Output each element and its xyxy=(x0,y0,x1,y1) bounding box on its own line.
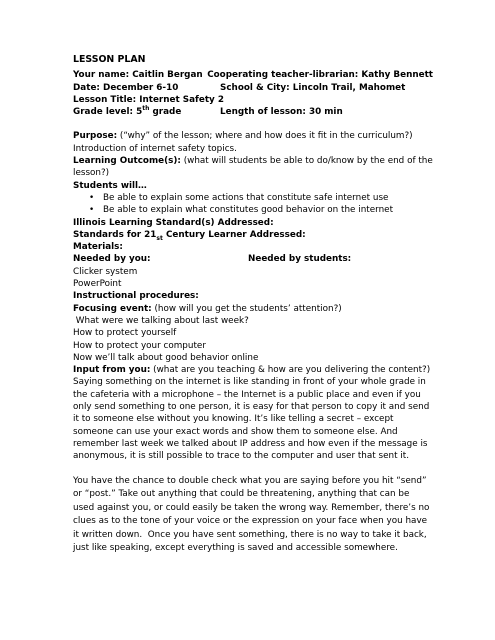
paragraph-line: just like speaking, except everything is saved and accessible somewhere. xyxy=(73,543,398,554)
outcome-item: • Be able to explain what constitutes good behavior on the internet xyxy=(103,204,433,216)
lesson-title-label: Lesson Title: xyxy=(73,94,137,105)
outcomes-prompt-cont: lesson?) xyxy=(73,168,110,179)
school-label: School & City: xyxy=(220,82,290,93)
input-line xyxy=(73,364,433,376)
date-label: Date: xyxy=(73,82,100,93)
aasl-suffix: Century Learner Addressed: xyxy=(162,229,306,240)
needed-by-students: Needed by students: xyxy=(248,254,352,265)
illinois-standards: Illinois Learning Standard(s) Addressed: xyxy=(73,217,274,228)
material-item: Clicker system xyxy=(73,266,138,277)
outcomes-line xyxy=(73,155,433,167)
paragraph-line: You have the chance to double check what you are saying before you hit “send” xyxy=(73,475,427,486)
purpose-text: Introduction of internet safety topics. xyxy=(73,143,237,154)
paragraph-line: someone can use your exact words and show them to someone else. And xyxy=(73,426,398,437)
aasl-prefix: Standards for 21 xyxy=(73,229,157,240)
paragraph-line: anonymous, it is still possible to trace to the computer and user that sent it. xyxy=(73,451,410,462)
focusing-item: How to protect yourself xyxy=(73,328,177,339)
purpose-prompt: (“why” of the lesson; where and how does it fit in the curriculum?) xyxy=(119,131,413,142)
outcomes-label: Learning Outcome(s): xyxy=(73,156,181,167)
header-row-1 xyxy=(73,69,433,81)
input-prompt: (what are you teaching & how are you delivering the content?) xyxy=(153,365,431,376)
grade-number: 5 xyxy=(136,107,143,118)
school-value: Lincoln Trail, Mahomet xyxy=(292,82,406,93)
length-label: Length of lesson: xyxy=(220,107,306,118)
focusing-label: Focusing event: xyxy=(73,303,152,314)
paragraph-line: clues as to the tone of your voice or the expression on your face when you have xyxy=(73,516,428,527)
paragraph-line: it written down. Once you have sent something, there is no way to take it back, xyxy=(73,529,427,540)
paragraph-line: remember last week we talked about IP address and how even if the message is xyxy=(73,438,428,449)
grade-cell xyxy=(73,106,220,118)
grade-ordinal: th xyxy=(142,105,150,113)
date-cell xyxy=(73,82,220,94)
paragraph-line: only send something to one person, it is easy for that person to copy it and send xyxy=(73,402,430,413)
date-value: December 6-10 xyxy=(103,82,179,93)
outcomes-prompt: (what will students be able to do/know by the end of the xyxy=(183,156,433,167)
name-cell xyxy=(73,69,207,81)
paragraph-line: the cafeteria with a microphone – the Internet is a public place and even if you xyxy=(73,389,421,400)
outcome-item: • Be able to explain some actions that constitute safe internet use xyxy=(103,192,433,204)
second-paragraph xyxy=(73,475,433,557)
focusing-prompt: (how will you get the students’ attention?) xyxy=(154,303,342,314)
header-row-3 xyxy=(73,94,433,106)
procedures-label: Instructional procedures: xyxy=(73,291,199,302)
lesson-title-value: Internet Safety 2 xyxy=(139,94,224,105)
materials-label: Materials: xyxy=(73,242,123,253)
length-cell xyxy=(220,106,343,118)
aasl-standards xyxy=(73,229,433,241)
header-row-4 xyxy=(73,106,433,118)
focusing-item: What were we talking about last week? xyxy=(73,315,249,326)
school-cell xyxy=(220,82,405,94)
purpose-line xyxy=(73,130,433,142)
students-will: Students will… xyxy=(73,180,147,191)
focusing-line xyxy=(73,303,433,315)
header-row-2 xyxy=(73,82,433,94)
name-label: Your name: xyxy=(73,70,130,81)
name-value: Caitlin Bergan xyxy=(132,70,203,81)
focusing-item: Now we’ll talk about good behavior online xyxy=(73,352,259,363)
purpose-label: Purpose: xyxy=(73,131,118,142)
input-paragraph xyxy=(73,376,433,462)
focusing-item: How to protect your computer xyxy=(73,340,206,351)
paragraph-line: or “post.” Take out anything that could be threatening, anything that can be xyxy=(73,489,410,500)
grade-word: grade xyxy=(152,107,182,118)
materials-columns xyxy=(73,253,433,265)
document-title: LESSON PLAN xyxy=(73,54,146,65)
lesson-plan-body xyxy=(73,54,433,556)
outcome-list xyxy=(73,192,433,217)
coop-value: Kathy Bennett xyxy=(361,70,433,81)
coop-label: Cooperating teacher-librarian: xyxy=(207,70,359,81)
input-label: Input from you: xyxy=(73,365,151,376)
needed-by-you: Needed by you: xyxy=(73,254,151,265)
paragraph-line: it to someone else without you knowing. It’s like telling a secret – except xyxy=(73,414,394,425)
material-item: PowerPoint xyxy=(73,279,122,290)
coop-cell xyxy=(207,69,433,81)
paragraph-line: used against you, or could easily be taken the wrong way. Remember, there’s no xyxy=(73,502,430,513)
length-value: 30 min xyxy=(308,107,343,118)
paragraph-line: Saying something on the internet is like standing in front of your whole grade in xyxy=(73,377,426,388)
aasl-ordinal: st xyxy=(156,234,163,242)
grade-label: Grade level: xyxy=(73,107,134,118)
